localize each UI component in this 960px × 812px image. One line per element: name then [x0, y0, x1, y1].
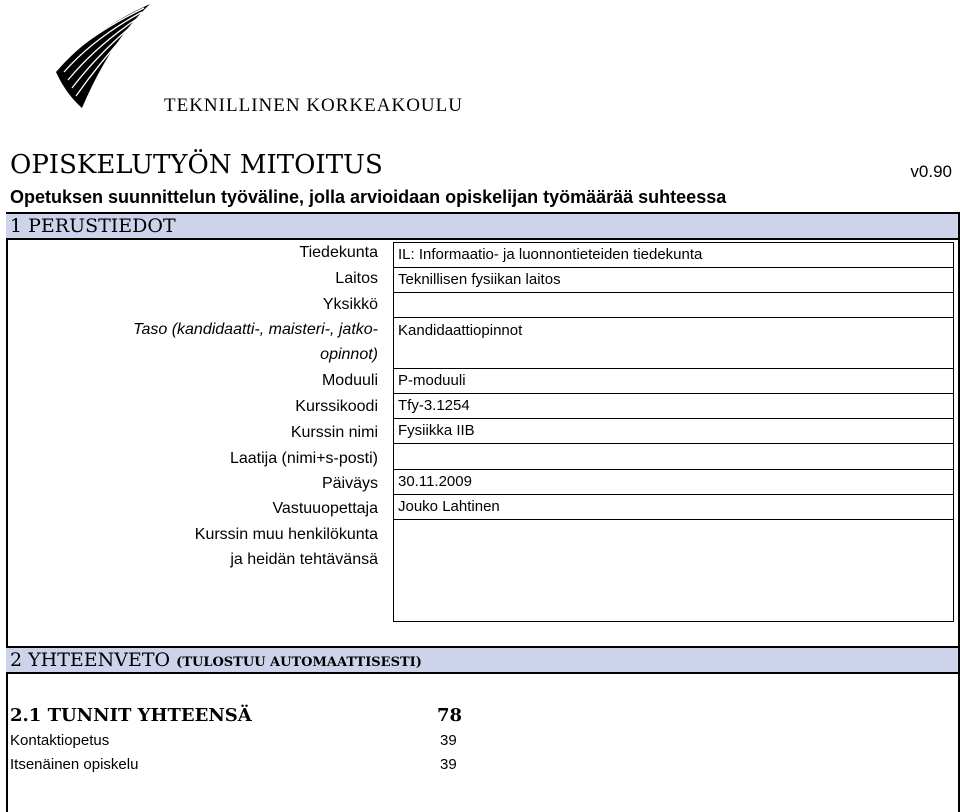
- label-taso-line1: Taso (kandidaatti-, maisteri-, jatko-: [133, 321, 378, 338]
- label-paivays: Päiväys: [321, 475, 378, 492]
- page-title: OPISKELUTYÖN MITOITUS: [10, 150, 383, 180]
- label-tiedekunta: Tiedekunta: [299, 244, 378, 261]
- field-laatija[interactable]: [393, 443, 954, 470]
- label-laatija: Laatija (nimi+s-posti): [229, 450, 378, 467]
- section-title-main: 2 YHTEENVETO: [10, 649, 171, 671]
- version-label: v0.90: [910, 162, 952, 181]
- field-taso[interactable]: Kandidaattiopinnot: [393, 317, 954, 369]
- page-subtitle: Opetuksen suunnittelun työväline, jolla arvioidaan opiskelijan työmäärää suhteessa: [10, 187, 727, 207]
- label-kurssikoodi: Kurssikoodi: [295, 398, 378, 415]
- label-henkilokunta-line1: Kurssin muu henkilökunta: [194, 526, 378, 543]
- field-yksikko[interactable]: [393, 292, 954, 318]
- label-taso-line2: opinnot): [320, 346, 378, 363]
- label-kurssin-nimi: Kurssin nimi: [290, 424, 378, 441]
- label-yksikko: Yksikkö: [322, 296, 378, 313]
- field-vastuuopettaja[interactable]: Jouko Lahtinen: [393, 494, 954, 520]
- label-henkilokunta-line2: ja heidän tehtävänsä: [230, 551, 378, 568]
- row-value-kontaktiopetus: 39: [440, 732, 457, 749]
- field-kurssin-nimi[interactable]: Fysiikka IIB: [393, 418, 954, 444]
- row-label-kontaktiopetus: Kontaktiopetus: [10, 732, 110, 749]
- label-vastuuopettaja: Vastuuopettaja: [272, 500, 378, 517]
- tkk-logo-icon: [52, 2, 156, 114]
- section-title: 1 PERUSTIEDOT: [10, 215, 176, 237]
- totals-value: 78: [437, 705, 463, 726]
- totals-heading: 2.1 TUNNIT YHTEENSÄ: [10, 705, 252, 726]
- field-tiedekunta[interactable]: IL: Informaatio- ja luonnontieteiden tiedekunta: [393, 242, 954, 268]
- field-henkilokunta[interactable]: [393, 519, 954, 622]
- label-moduuli: Moduuli: [321, 372, 378, 389]
- field-moduuli[interactable]: P-moduuli: [393, 368, 954, 394]
- section-title: [10, 649, 422, 671]
- section-title-note: (TULOSTUU AUTOMAATTISESTI): [176, 655, 422, 670]
- row-value-itsenainen: 39: [440, 756, 457, 773]
- logo-wordmark: TEKNILLINEN KORKEAKOULU: [164, 95, 463, 116]
- field-laitos[interactable]: Teknillisen fysiikan laitos: [393, 267, 954, 293]
- field-kurssikoodi[interactable]: Tfy-3.1254: [393, 393, 954, 419]
- field-paivays[interactable]: 30.11.2009: [393, 469, 954, 495]
- row-label-itsenainen: Itsenäinen opiskelu: [10, 756, 139, 773]
- section-perustiedot-header: [6, 212, 958, 240]
- section-yhteenveto-header: [6, 646, 958, 674]
- label-laitos: Laitos: [335, 270, 378, 287]
